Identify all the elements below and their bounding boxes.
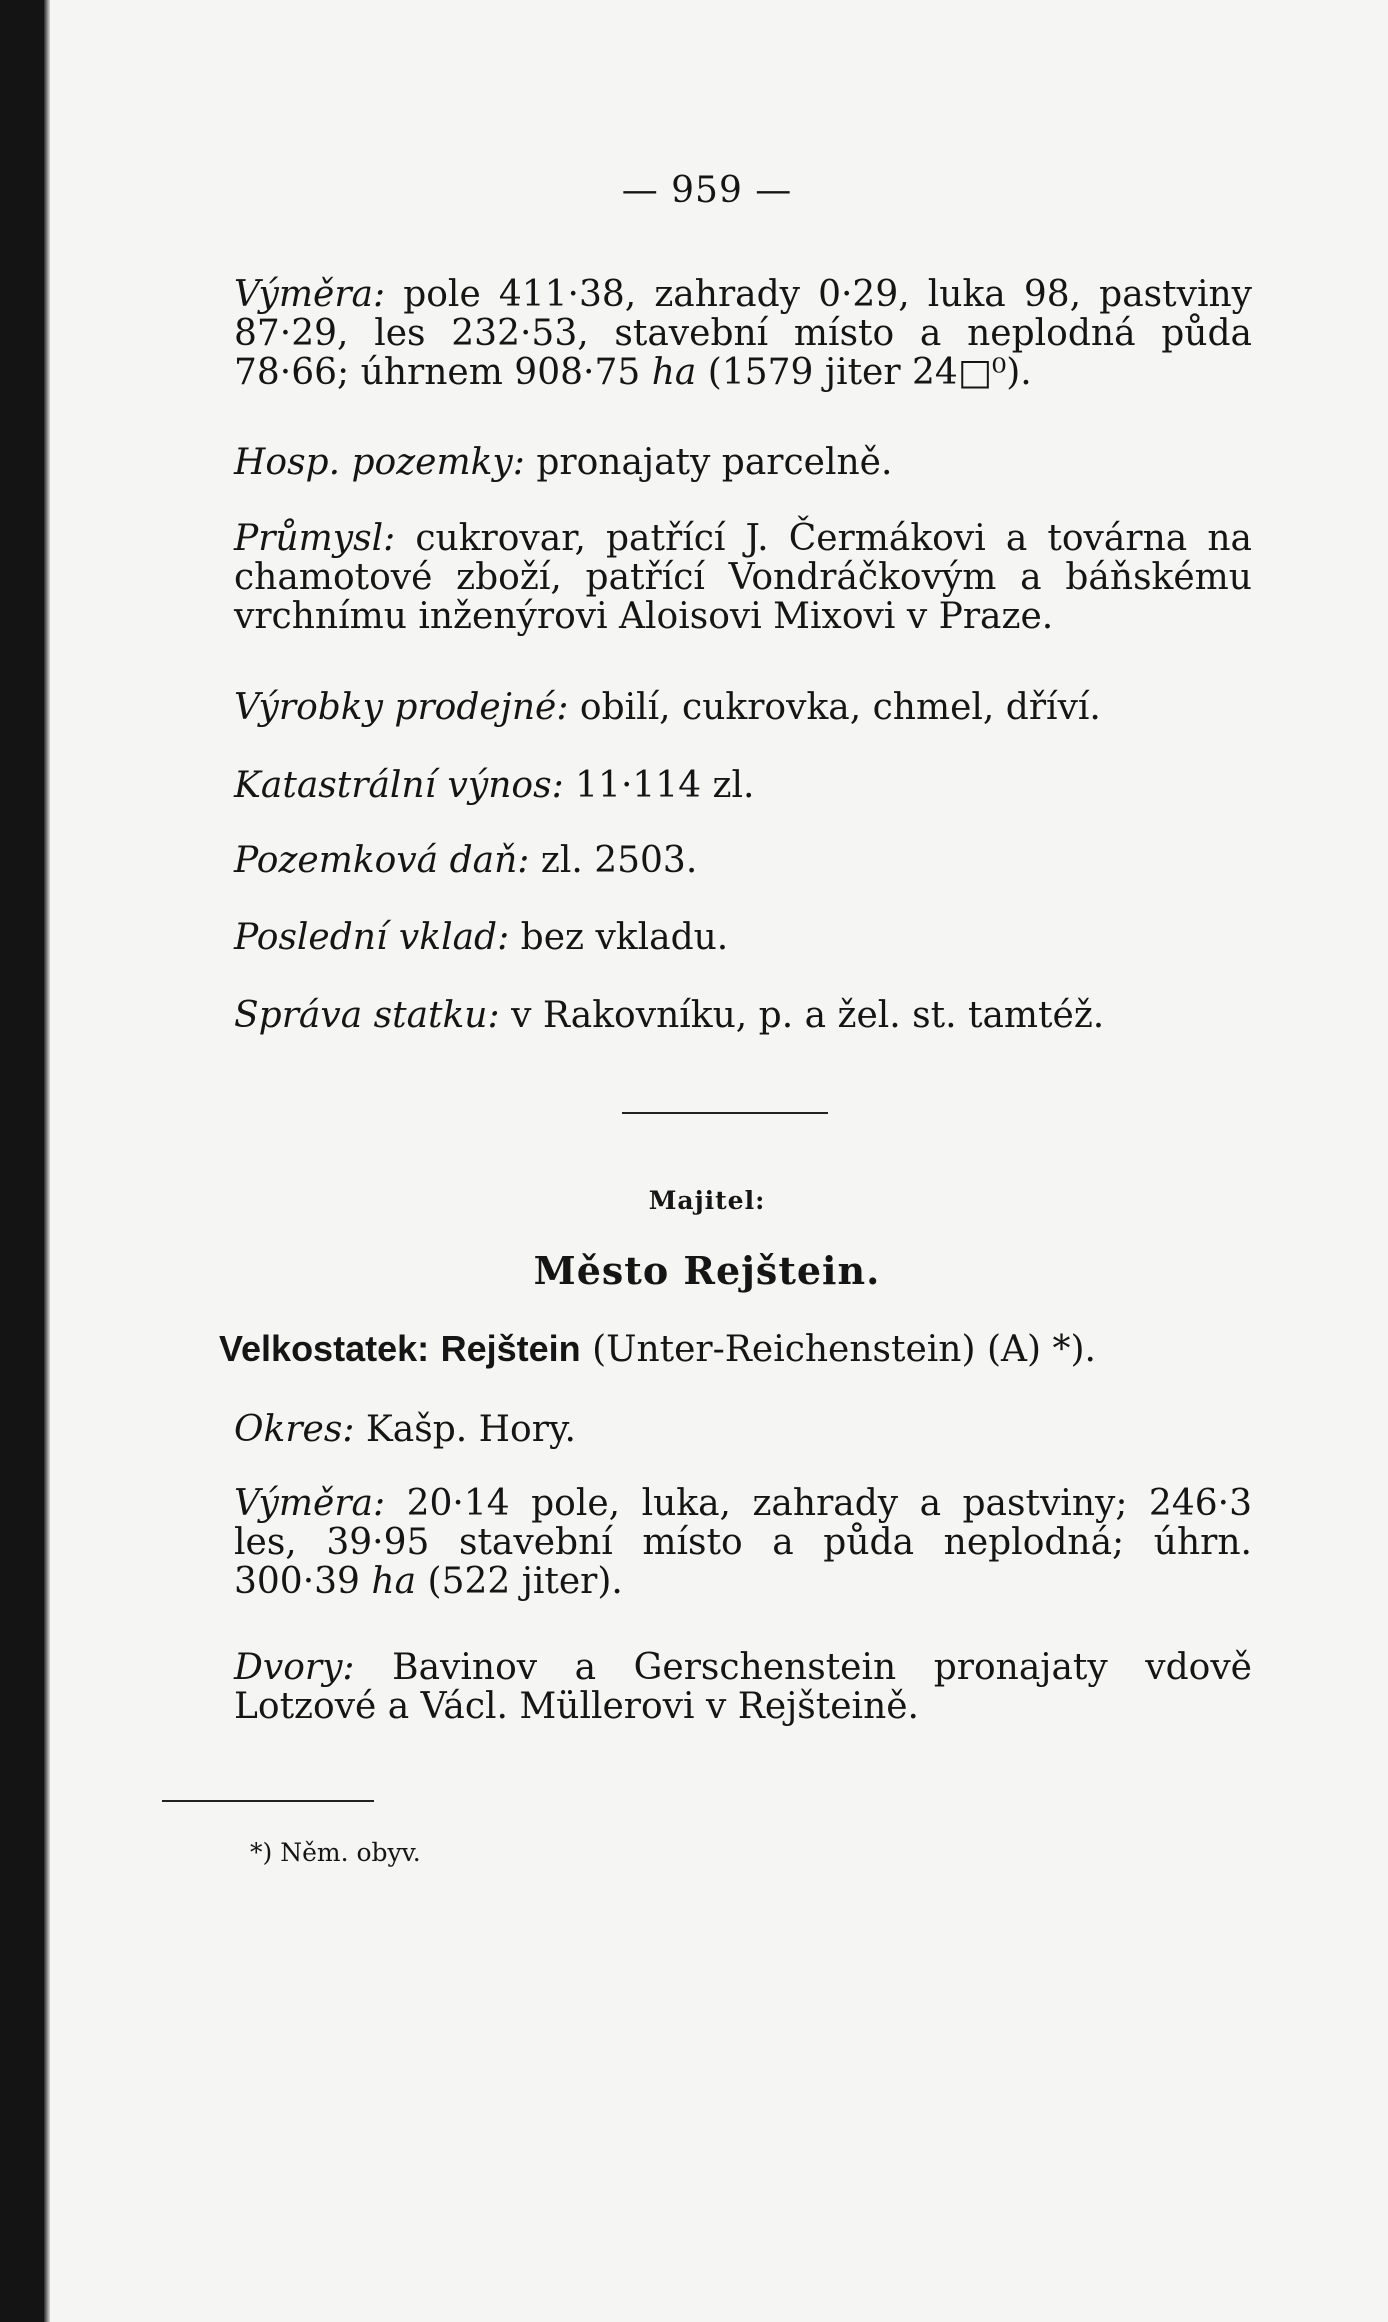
vyrobky-label: Výrobky prodejné: bbox=[234, 687, 569, 728]
hosp-pozemky-line bbox=[162, 443, 1252, 482]
page-edge-shadow bbox=[44, 0, 50, 2322]
sprava-text: v Rakovníku, p. a žel. st. tamtéž. bbox=[499, 995, 1105, 1036]
dan-text: zl. 2503. bbox=[529, 840, 698, 881]
hosp-pozemky-label: Hosp. pozemky: bbox=[234, 442, 525, 483]
book-page bbox=[44, 0, 1388, 2322]
vyrobky-text: obilí, cukrovka, chmel, dříví. bbox=[568, 687, 1101, 728]
dvory-text: Bavinov a Gerschenstein pronajaty vdově Lotzové a Václ. Müllerovi v Rejšteině. bbox=[234, 1647, 1252, 1727]
dan-line bbox=[162, 841, 1252, 880]
vymera-paragraph bbox=[162, 275, 1252, 392]
hosp-pozemky-text: pronajaty parcelně. bbox=[524, 442, 893, 483]
katastralni-label: Katastrální výnos: bbox=[234, 765, 564, 806]
dan-label: Pozemková daň: bbox=[234, 840, 530, 881]
dvory-label: Dvory: bbox=[234, 1647, 355, 1688]
estate-prefix: Velkostatek: bbox=[219, 1328, 430, 1369]
vklad-label: Poslední vklad: bbox=[234, 917, 510, 958]
vyrobky-line bbox=[162, 688, 1252, 727]
vymera2-paragraph bbox=[162, 1484, 1252, 1601]
section-divider bbox=[622, 1112, 828, 1114]
prumysl-paragraph bbox=[162, 519, 1252, 636]
vymera-text: pole 411·38, zahrady 0·29, luka 98, pastviny 87·29, les 232·53, stavební místo a neplodná půda 78·66; úhrnem 908·75 bbox=[234, 274, 1252, 393]
prumysl-label: Průmysl: bbox=[234, 518, 396, 559]
vymera-unit: ha bbox=[651, 352, 697, 393]
vymera2-tail: (522 jiter). bbox=[416, 1561, 623, 1602]
katastralni-text: 11·114 zl. bbox=[563, 765, 755, 806]
vklad-text: bez vkladu. bbox=[509, 917, 729, 958]
okres-text: Kašp. Hory. bbox=[354, 1409, 576, 1450]
footnote: *) Něm. obyv. bbox=[250, 1838, 421, 1867]
sprava-label: Správa statku: bbox=[234, 995, 500, 1036]
estate-name: Rejštein bbox=[440, 1328, 581, 1369]
vymera2-text: 20·14 pole, luka, zahrady a pastviny; 246·3 les, 39·95 stavební místo a půda neplodná; úhrn. 300·39 bbox=[234, 1483, 1252, 1602]
owner-name: Město Rejštein. bbox=[533, 1248, 881, 1293]
vklad-line bbox=[162, 918, 1252, 957]
estate-rest: (Unter-Reichenstein) (A) *). bbox=[580, 1329, 1096, 1370]
footnote-rule bbox=[162, 1800, 374, 1802]
prumysl-text: cukrovar, patřící J. Čermákovi a továrna na chamotové zboží, patřící Vondráčkovým a báňskému vrchnímu inženýrovi Aloisovi Mixovi v Praze. bbox=[234, 518, 1252, 637]
dvory-paragraph bbox=[162, 1648, 1252, 1726]
page-number: — 959 — bbox=[621, 170, 793, 211]
katastralni-line bbox=[162, 766, 1252, 805]
owner-label: Majitel: bbox=[648, 1186, 766, 1215]
vymera2-label: Výměra: bbox=[234, 1483, 386, 1524]
vymera-tail: (1579 jiter 24□⁰). bbox=[696, 352, 1032, 393]
estate-heading bbox=[219, 1328, 1096, 1370]
vymera2-unit: ha bbox=[371, 1561, 417, 1602]
okres-line bbox=[162, 1410, 1252, 1449]
okres-label: Okres: bbox=[234, 1409, 355, 1450]
vymera-label: Výměra: bbox=[234, 274, 386, 315]
sprava-line bbox=[162, 996, 1252, 1035]
